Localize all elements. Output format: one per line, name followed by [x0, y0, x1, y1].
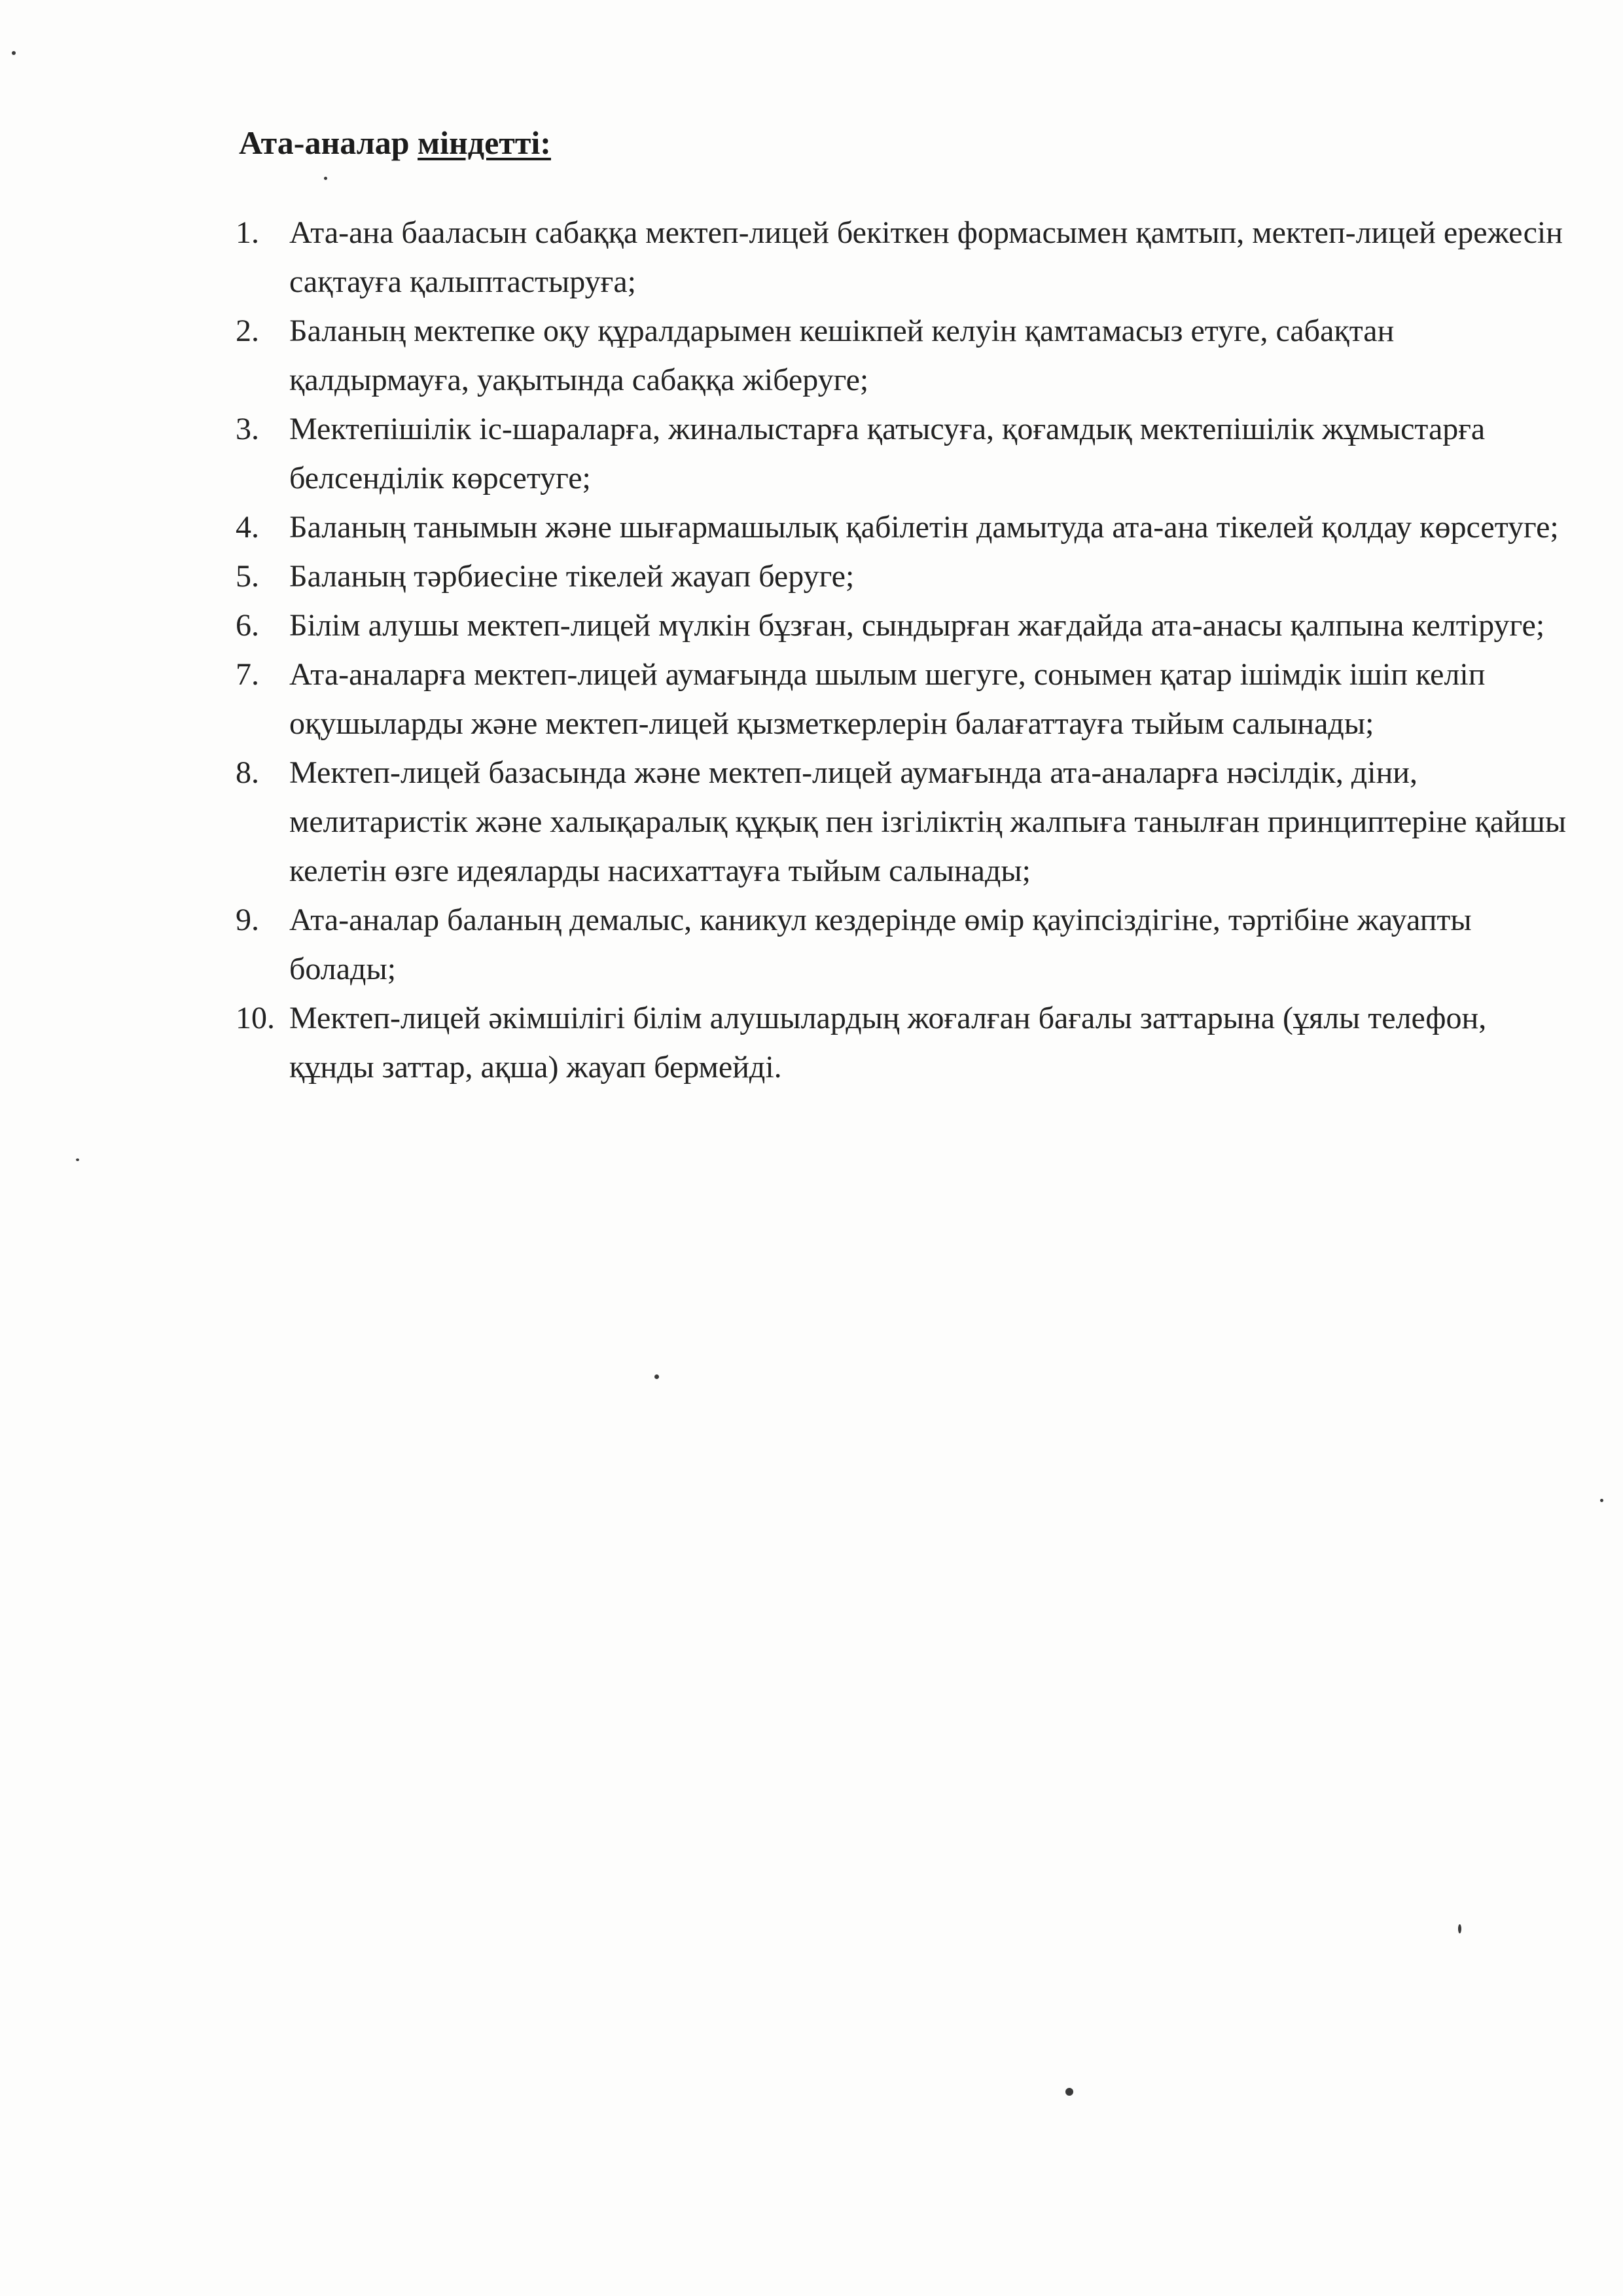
list-item [236, 895, 1571, 994]
list-item [236, 306, 1571, 404]
list-item-text: Баланың танымын және шығармашылық қабілетін дамытуда ата-ана тікелей қолдау көрсетуге; [289, 510, 1559, 545]
list-item-number: 3. [236, 412, 259, 446]
list-item-number: 6. [236, 608, 259, 643]
list-item-number: 9. [236, 903, 259, 937]
list-item-text: Ата-ана бааласын сабаққа мектеп-лицей бекіткен формасымен қамтып, мектеп-лицей ережесін сақтауға қалыптастыруға; [289, 215, 1563, 299]
list-item-text: Білім алушы мектеп-лицей мүлкін бұзған, сындырған жағдайда ата-анасы қалпына келтіруге; [289, 608, 1545, 643]
list-item-text: Ата-аналарға мектеп-лицей аумағында шылым шегуге, сонымен қатар ішімдік ішіп келіп оқушыларды және мектеп-лицей қызметкерлерін балағаттауға тыйым салынады; [289, 657, 1486, 741]
list-item-number: 2. [236, 314, 259, 348]
list-item-text: Мектепішілік іс-шараларға, жиналыстарға қатысуға, қоғамдық мектепішілік жұмыстарға белсенділік көрсетуге; [289, 412, 1486, 495]
list-item-number: 4. [236, 510, 259, 545]
list-item [236, 208, 1571, 306]
list-item-number: 8. [236, 755, 259, 790]
list-item-number: 1. [236, 215, 259, 250]
scan-speck [1458, 1924, 1461, 1933]
title-prefix: Ата-аналар [239, 124, 418, 161]
list-item-number: 7. [236, 657, 259, 692]
list-item-text: Мектеп-лицей базасында және мектеп-лицей аумағында ата-аналарға нәсілдік, діни, мелитаристік және халықаралық құқық пен ізгіліктің жалпыға танылған принциптеріне қайшы келетін өзге идеяларды насихаттауға тыйым салынады; [289, 755, 1567, 888]
list-item [236, 748, 1571, 895]
list-item [236, 552, 1571, 601]
scan-speck [1600, 1499, 1603, 1502]
list-item [236, 994, 1571, 1092]
list-item-text: Баланың тәрбиесіне тікелей жауап беруге; [289, 559, 855, 594]
list-item-number: 5. [236, 559, 259, 594]
list-item [236, 601, 1571, 650]
list-item [236, 503, 1571, 552]
list-item-text: Ата-аналар баланың демалыс, каникул кездерінде өмір қауіпсіздігіне, тәртібіне жауапты болады; [289, 903, 1472, 986]
document-title [239, 123, 551, 162]
list-item-text: Мектеп-лицей әкімшілігі білім алушылардың жоғалған бағалы заттарына (ұялы телефон, құнды заттар, ақша) жауап бермейді. [289, 1001, 1487, 1085]
scan-speck [76, 1158, 79, 1161]
obligations-list [236, 208, 1571, 1092]
title-underlined: міндетті: [418, 124, 551, 161]
list-item-text: Баланың мектепке оқу құралдарымен кешікпей келуін қамтамасыз етуге, сабақтан қалдырмауға, уақытында сабаққа жіберуге; [289, 314, 1395, 397]
list-item [236, 650, 1571, 748]
list-item-number: 10. [236, 1001, 275, 1035]
scan-speck [324, 177, 327, 180]
scan-speck [654, 1374, 659, 1379]
scan-speck [1065, 2088, 1073, 2096]
scan-speck [12, 51, 16, 55]
list-item [236, 404, 1571, 503]
